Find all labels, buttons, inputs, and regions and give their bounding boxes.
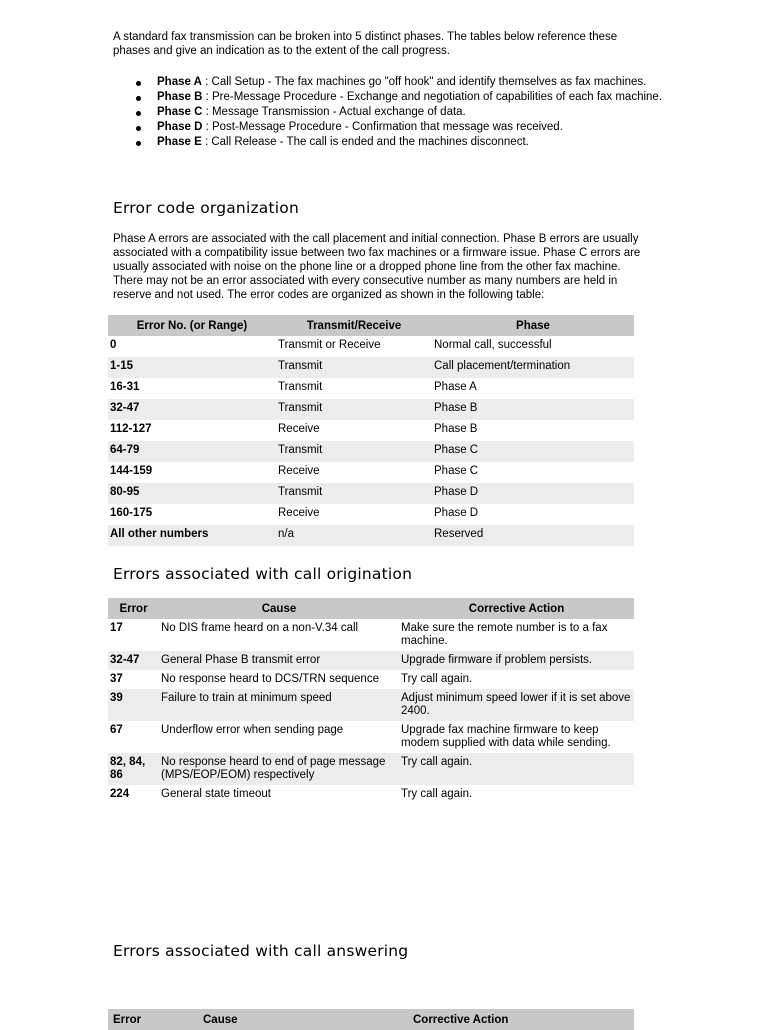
phase-description: : Call Setup - The fax machines go "off hook" and identify themselves as fax machines. [201, 76, 647, 88]
table-cell: Phase A [434, 381, 477, 393]
table-row [108, 378, 634, 399]
section-heading-error-code-organization: Error code organization [113, 199, 299, 217]
section-heading-call-origination: Errors associated with call origination [113, 565, 413, 583]
column-header: Cause [159, 1009, 399, 1030]
table-cell: 224 [110, 788, 130, 800]
column-header: Corrective Action [399, 1009, 634, 1030]
table-cell: Phase B [432, 399, 634, 420]
table-cell: Try call again. [399, 753, 634, 785]
phase-description: : Pre-Message Procedure - Exchange and negotiation of capabilities of each fax machine. [202, 91, 663, 103]
table-cell: Receive [278, 423, 320, 435]
table-row [108, 670, 634, 689]
table-header-row [108, 315, 634, 336]
table-cell: Receive [278, 507, 320, 519]
table-cell: 64-79 [108, 441, 276, 462]
phase-description: : Call Release - The call is ended and the machines disconnect. [201, 136, 529, 148]
table-cell: Transmit [276, 441, 432, 462]
table-cell: Call placement/termination [432, 357, 634, 378]
table-cell: Try call again. [401, 673, 473, 685]
table-cell: 112-127 [110, 423, 152, 435]
table-cell: n/a [276, 525, 432, 546]
list-item [157, 76, 697, 90]
phase-name: Phase D [157, 121, 203, 133]
phase-name: Phase A [157, 76, 202, 88]
table-cell: Reserved [432, 525, 634, 546]
table-header-row [108, 598, 634, 619]
column-header: Transmit/Receive [276, 315, 432, 336]
table-cell: 160-175 [110, 507, 153, 519]
error-range-table [108, 315, 634, 546]
table-row [108, 753, 634, 785]
table-cell: 37 [110, 673, 123, 685]
phase-name: Phase B [157, 91, 203, 103]
table-cell: Make sure the remote number is to a fax machine. [401, 622, 608, 647]
error-organization-paragraph: Phase A errors are associated with the call placement and initial connection. Phase B errors are usually associated with a compatibility issue between two fax machines or a firmware issue. Phase C errors are usually associated with noise on the phone line or a dropped phone line from the other fax machine. There may not be an error associated with every consecutive number as many numbers are held in reserve and not used. The error codes are organized as shown in the following table: [113, 233, 641, 301]
section-heading-call-answering: Errors associated with call answering [113, 942, 409, 960]
table-cell: Phase C [434, 465, 479, 477]
table-row [108, 462, 634, 483]
column-header: Error [108, 598, 159, 619]
table-row [108, 399, 634, 420]
table-row [108, 689, 634, 721]
table-row [108, 785, 634, 804]
phase-description: : Message Transmission - Actual exchange of data. [202, 106, 466, 118]
column-header: Phase [432, 315, 634, 336]
table-cell: Phase D [432, 483, 634, 504]
table-cell: No response heard to end of page message (MPS/EOP/EOM) respectively [159, 753, 399, 785]
column-header: Error [108, 1009, 159, 1030]
table-cell: Phase D [434, 507, 479, 519]
table-cell: No DIS frame heard on a non-V.34 call [161, 622, 359, 634]
call-answering-errors-table [108, 1009, 634, 1030]
table-cell: Transmit [276, 483, 432, 504]
table-cell: 80-95 [108, 483, 276, 504]
table-cell: Receive [278, 465, 320, 477]
table-row [108, 651, 634, 670]
table-cell: Phase B [434, 423, 478, 435]
table-cell: General Phase B transmit error [159, 651, 399, 670]
table-cell: Transmit [278, 381, 323, 393]
table-cell: Transmit [276, 357, 432, 378]
table-row [108, 336, 634, 357]
intro-paragraph: A standard fax transmission can be broken into 5 distinct phases. The tables below reference these phases and give an indication as to the extent of the call progress. [113, 31, 618, 57]
table-cell: 144-159 [110, 465, 153, 477]
table-cell: No response heard to DCS/TRN sequence [161, 673, 379, 685]
table-row [108, 483, 634, 504]
table-row [108, 357, 634, 378]
list-item [157, 121, 697, 135]
table-cell: 82, 84, 86 [108, 753, 159, 785]
table-cell: Upgrade fax machine firmware to keep modem supplied with data while sending. [401, 724, 611, 749]
table-cell: General state timeout [161, 788, 271, 800]
call-origination-errors-table [108, 598, 634, 804]
table-row [108, 525, 634, 546]
table-cell: Underflow error when sending page [161, 724, 344, 736]
table-cell: 17 [110, 622, 123, 634]
table-cell: Transmit or Receive [278, 339, 381, 351]
table-cell: All other numbers [108, 525, 276, 546]
list-item [157, 136, 697, 150]
table-cell: Normal call, successful [434, 339, 552, 351]
table-header-row [108, 1009, 634, 1030]
column-header: Error No. (or Range) [108, 315, 276, 336]
table-cell: Failure to train at minimum speed [159, 689, 399, 721]
table-cell: Upgrade firmware if problem persists. [399, 651, 634, 670]
table-cell: Transmit [276, 399, 432, 420]
table-cell: 1-15 [108, 357, 276, 378]
phase-description: : Post-Message Procedure - Confirmation that message was received. [202, 121, 563, 133]
column-header: Corrective Action [399, 598, 634, 619]
column-header: Cause [159, 598, 399, 619]
table-row [108, 721, 634, 753]
phase-name: Phase E [157, 136, 202, 148]
table-row [108, 619, 634, 651]
list-item [157, 106, 697, 120]
table-cell: 0 [110, 339, 117, 351]
table-cell: 67 [110, 724, 123, 736]
table-cell: 32-47 [108, 399, 276, 420]
table-cell: Phase C [432, 441, 634, 462]
table-cell: 39 [108, 689, 159, 721]
table-cell: 32-47 [108, 651, 159, 670]
table-row [108, 420, 634, 441]
list-item [157, 91, 697, 105]
phase-name: Phase C [157, 106, 203, 118]
table-cell: 16-31 [110, 381, 140, 393]
table-cell: Adjust minimum speed lower if it is set above 2400. [399, 689, 634, 721]
table-cell: Try call again. [401, 788, 473, 800]
table-row [108, 504, 634, 525]
table-row [108, 441, 634, 462]
phase-list [113, 76, 697, 151]
